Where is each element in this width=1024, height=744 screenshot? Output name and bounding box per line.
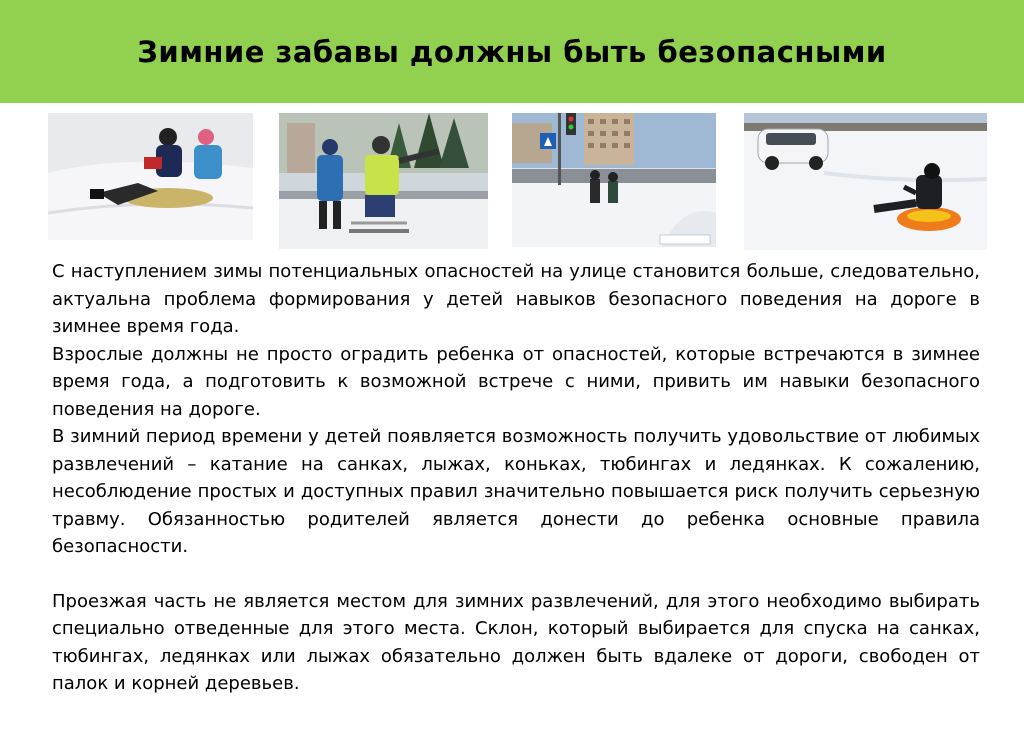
tubing-near-car-photo bbox=[744, 113, 987, 250]
paragraph-adults-role: Взрослые должны не просто оградить ребенка от опасностей, которые встречаются в зимнее время года, а подготовить к возможной встрече с ними, привить им навыки безопасного поведения на дороге. bbox=[52, 343, 980, 420]
children-sledding-photo bbox=[48, 113, 253, 240]
pedestrian-crossing-skiers-photo bbox=[512, 113, 716, 247]
header-banner bbox=[0, 0, 1024, 103]
traffic-officer-with-children-photo bbox=[279, 113, 488, 249]
article-body bbox=[52, 258, 980, 698]
paragraph-winter-dangers: С наступлением зимы потенциальных опасностей на улице становится больше, следовательно, актуальна проблема формирования у детей навыков безопасного поведения на дороге в зимнее время года. bbox=[52, 261, 980, 337]
page-title: Зимние забавы должны быть безопасными bbox=[137, 34, 887, 69]
paragraph-roadway-rules: Проезжая часть не является местом для зимних развлечений, для этого необходимо выбирать специально отведенные для этого места. Склон, который выбирается для спуска на санках, тюбингах, ледянках или лыжах обязательно должен быть вдалеке от дороги, свободен от палок и корней деревьев. bbox=[52, 590, 980, 694]
paragraph-winter-activities: В зимний период времени у детей появляется возможность получить удовольствие от любимых развлечений – катание на санках, лыжах, коньках, тюбингах и ледянках. К сожалению, несоблюдение простых и доступных правил значительно повышается риск получить серьезную травму. Обязанностью родителей является донести до ребенка основные правила безопасности. bbox=[52, 426, 980, 557]
